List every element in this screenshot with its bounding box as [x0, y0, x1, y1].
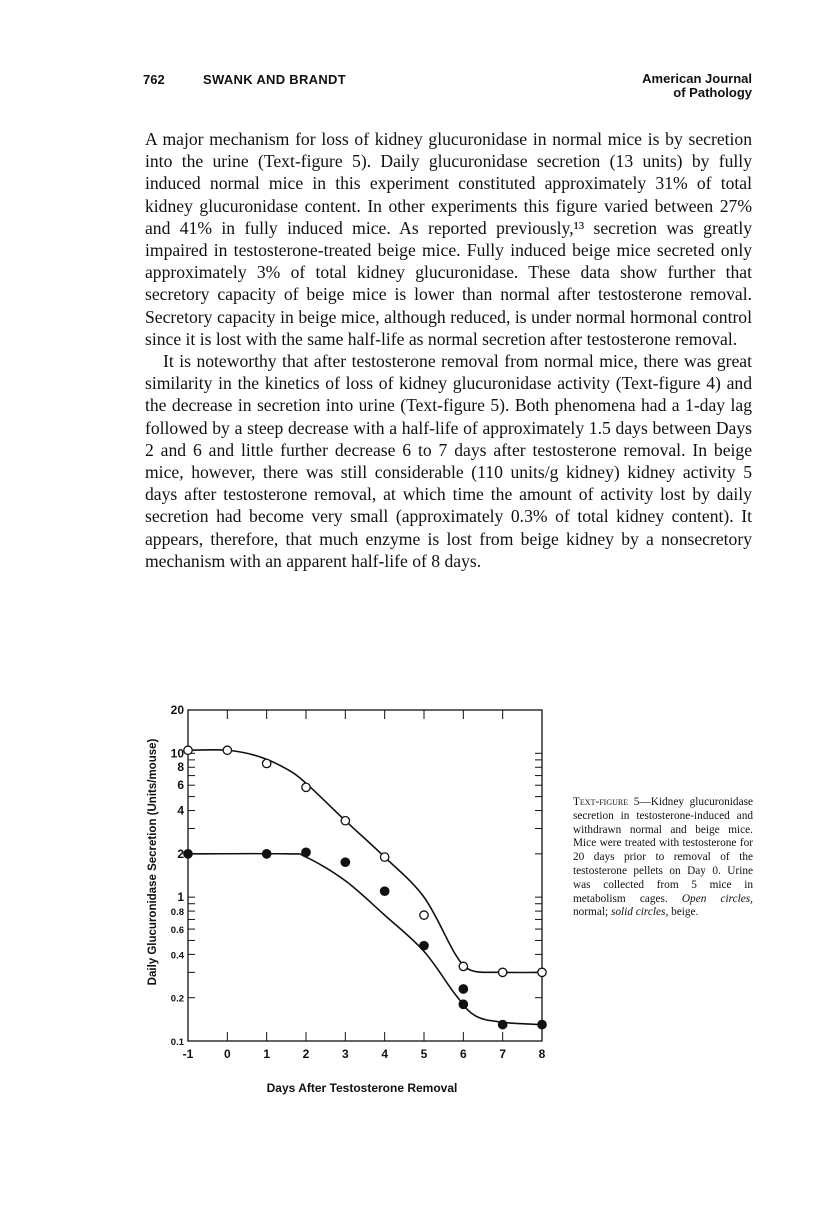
normal-data-point — [538, 968, 546, 976]
y-tick-label: 6 — [177, 778, 184, 793]
y-tick-label: 20 — [170, 703, 184, 717]
x-tick-label: 4 — [381, 1047, 389, 1061]
caption-text: —Kidney glucuronidase secretion in testosterone-induced and withdrawn normal and beige mice. Mice were treated with testosterone for 20 days prior to removal of the testosterone pellets on Day 0. Urine was collected from 5 mice in metabolism cages. — [573, 796, 754, 905]
normal-data-point — [380, 853, 388, 861]
x-tick-label: -1 — [182, 1047, 194, 1061]
beige-data-point — [498, 1020, 506, 1028]
paragraph: It is noteworthy that after testosterone removal from normal mice, there was great similarity in the kinetics of loss of kidney glucuronidase activity (Text-figure 4) and the decrease in secretion into urine (Text-figure 5). Both phenomena had a 1-day lag followed by a steep decrease with a half-life of approximately 1.5 days between Days 2 and 6 and little further decrease 6 to 7 days after testosterone removal. In beige mice, however, there was still considerable (110 units/g kidney) kidney activity 5 days after testosterone removal, at which time the amount of activity lost by daily secretion had become very small (approximately 0.3% of total kidney content). It appears, therefore, that much enzyme is lost from beige kidney by a nonsecretory mechanism with an apparent half-life of 8 days. — [145, 351, 752, 571]
body-text — [145, 128, 752, 572]
beige-data-point — [184, 850, 192, 858]
beige-data-point — [459, 1000, 467, 1008]
caption-beige: beige. — [668, 906, 699, 919]
beige-data-point — [380, 887, 388, 895]
running-authors: SWANK AND BRANDT — [203, 72, 346, 87]
x-tick-label: 6 — [459, 1047, 467, 1061]
normal-data-point — [498, 968, 506, 976]
running-header — [143, 72, 752, 112]
x-axis-label: Days After Testosterone Removal — [266, 1081, 458, 1095]
x-tick-label: 0 — [223, 1047, 231, 1061]
x-tick-label: 2 — [302, 1047, 310, 1061]
normal-data-point — [184, 746, 192, 754]
beige-data-point — [420, 941, 428, 949]
beige-data-point — [302, 848, 310, 856]
beige-data-point — [341, 858, 349, 866]
y-tick-label: 8 — [177, 760, 184, 775]
secretion-chart — [140, 700, 560, 1120]
normal-data-point — [341, 816, 349, 824]
x-tick-label: 7 — [499, 1047, 507, 1061]
page-number: 762 — [143, 72, 165, 87]
y-tick-label: 0.6 — [170, 925, 184, 937]
journal-line-1: American Journal — [642, 71, 752, 86]
x-tick-label: 8 — [538, 1047, 546, 1061]
caption-open-label: Open circles, — [681, 892, 754, 905]
journal-name — [642, 72, 752, 100]
y-tick-label: 10 — [170, 746, 184, 761]
normal-data-point — [302, 783, 310, 791]
y-tick-label: 4 — [177, 803, 184, 818]
y-tick-label: 0.4 — [170, 950, 184, 962]
caption-normal: normal; — [573, 906, 611, 919]
paragraph: A major mechanism for loss of kidney glucuronidase in normal mice is by secretion into the urine (Text-figure 5). Daily glucuronidase secretion (13 units) by fully induced normal mice in this experiment constituted approximately 31% of total kidney glucuronidase content. In other experiments this figure varied between 27% and 41% in fully induced mice. As reported previously,¹³ secretion was greatly impaired in testosterone-treated beige mice. Fully induced beige mice secreted only approximately 3% of total kidney glucuronidase. These data show further that secretory capacity of beige mice is lower than normal after testosterone removal. Secretory capacity in beige mice, although reduced, is under normal hormonal control since it is lost with the same half-life as normal secretion after testosterone removal. — [145, 129, 752, 349]
y-axis-label: Daily Glucuronidase Secretion (Units/mouse) — [147, 738, 159, 986]
normal-data-point — [223, 746, 231, 754]
y-tick-label: 0.1 — [170, 1037, 184, 1048]
caption-solid-label: solid circles, — [610, 906, 669, 919]
beige-data-point — [459, 985, 467, 993]
text-figure-5 — [140, 700, 560, 1120]
y-tick-label: 2 — [177, 846, 184, 861]
x-tick-label: 3 — [341, 1047, 349, 1061]
y-tick-label: 0.2 — [170, 993, 184, 1005]
beige-data-point — [538, 1020, 546, 1028]
y-tick-label: 0.8 — [170, 907, 184, 919]
normal-data-point — [262, 759, 270, 767]
caption-label: Text-figure 5 — [573, 796, 640, 808]
y-tick-label: 1 — [177, 890, 184, 905]
figure-caption — [573, 796, 753, 920]
normal-data-point — [420, 911, 428, 919]
plot-frame — [188, 710, 542, 1041]
beige-data-point — [262, 850, 270, 858]
x-tick-label: 5 — [420, 1047, 428, 1061]
x-tick-label: 1 — [263, 1047, 271, 1061]
normal-data-point — [459, 962, 467, 970]
beige-curve — [188, 854, 542, 1025]
normal-curve — [188, 750, 542, 973]
journal-line-2: of Pathology — [673, 85, 752, 100]
